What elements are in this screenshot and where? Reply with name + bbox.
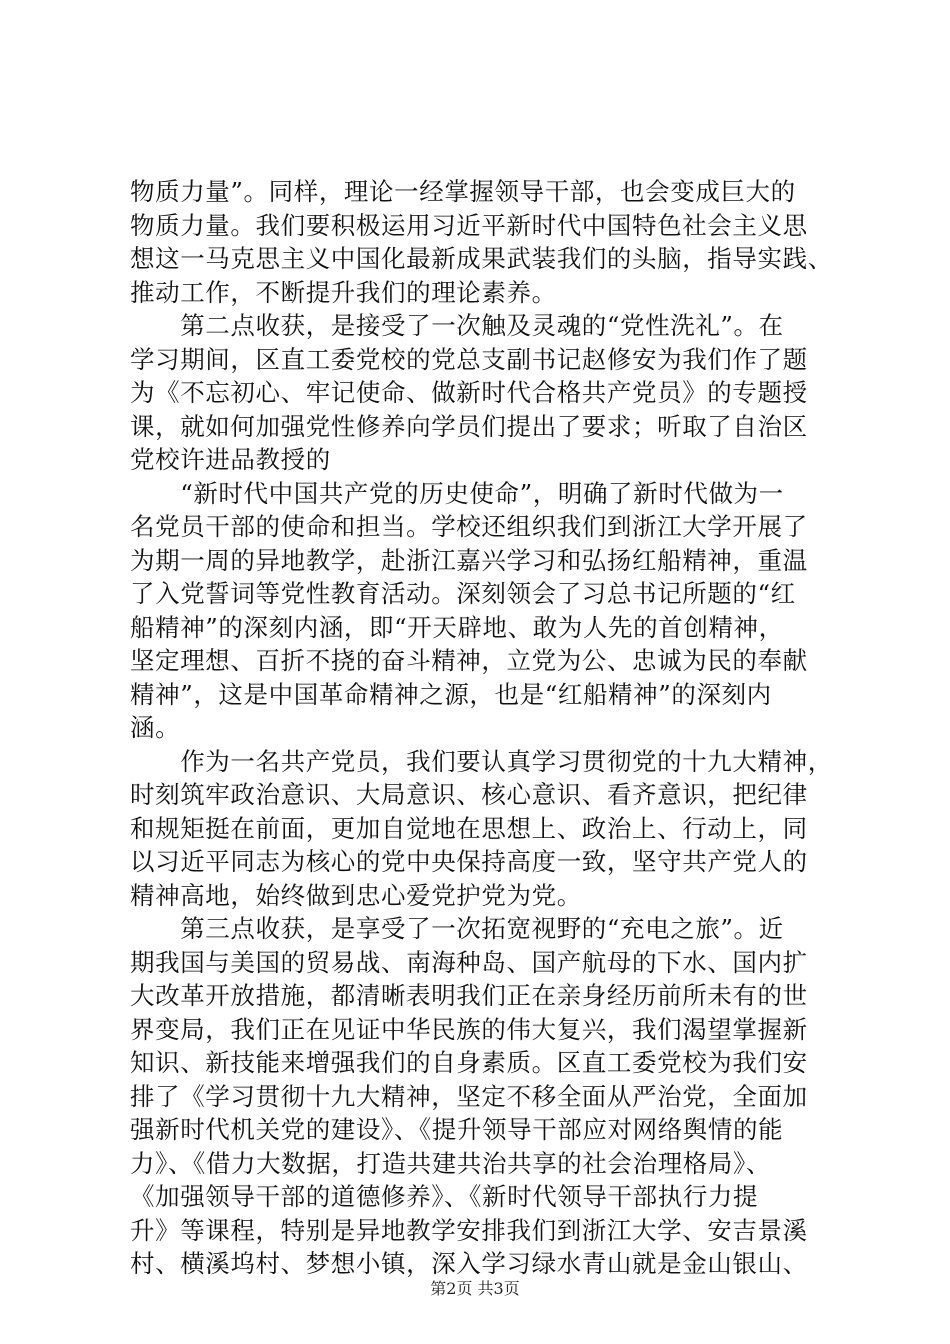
text-line: 《加强领导干部的道德修养》、《新时代领导干部执行力提 — [130, 1182, 759, 1211]
text-line: 时刻筑牢政治意识、大局意识、核心意识、看齐意识，把纪律 — [130, 780, 808, 809]
text-line: 精神”，这是中国革命精神之源，也是“红船精神”的深刻内 — [130, 679, 772, 709]
text-line: 知识、新技能来增强我们的自身素质。区直工委党校为我们安 — [130, 1048, 808, 1077]
text-line: 升》等课程，特别是异地教学安排我们到浙江大学、安吉景溪 — [130, 1215, 808, 1245]
text-line: 第三点收获，是享受了一次拓宽视野的“充电之旅”。近 — [130, 914, 784, 943]
text-line: 物质力量。我们要积极运用习近平新时代中国特色社会主义思 — [130, 210, 808, 240]
document-body — [130, 175, 833, 1281]
text-line: 党校许进品教授的 — [130, 445, 331, 474]
text-line: 坚定理想、百折不挠的奋斗精神，立党为公、忠诚为民的奉献 — [130, 646, 808, 675]
text-line: 以习近平同志为核心的党中央保持高度一致，坚守共产党人的 — [130, 847, 808, 876]
text-line: 名党员干部的使命和担当。学校还组织我们到浙江大学开展了 — [130, 512, 808, 541]
text-line: 村、横溪坞村、梦想小镇，深入学习绿水青山就是金山银山、 — [130, 1249, 808, 1278]
text-line: 第二点收获，是接受了一次触及灵魂的“党性洗礼”。在 — [130, 311, 784, 340]
text-line: 课，就如何加强党性修养向学员们提出了要求；听取了自治区 — [130, 411, 808, 441]
text-line: 大改革开放措施，都清晰表明我们正在亲身经历前所未有的世 — [130, 981, 808, 1010]
text-line: 涵。 — [130, 713, 181, 742]
text-line: 和规矩挺在前面，更加自觉地在思想上、政治上、行动上，同 — [130, 813, 808, 843]
text-line: 作为一名共产党员，我们要认真学习贯彻党的十九大精神， — [130, 746, 833, 776]
text-line: 强新时代机关党的建设》、《提升领导干部应对网络舆情的能 — [130, 1115, 784, 1144]
text-line: 推动工作，不断提升我们的理论素养。 — [130, 277, 557, 307]
text-line: 界变局，我们正在见证中华民族的伟大复兴，我们渴望掌握新 — [130, 1014, 808, 1044]
text-line: 了入党誓词等党性教育活动。深刻领会了习总书记所题的“红 — [130, 579, 796, 608]
text-line: 力》、《借力大数据，打造共建共治共享的社会治理格局》、 — [130, 1148, 771, 1178]
text-line: 精神高地，始终做到忠心爱党护党为党。 — [130, 880, 582, 910]
text-line: 排了《学习贯彻十九大精神，坚定不移全面从严治党，全面加 — [130, 1081, 808, 1111]
text-line: 物质力量”。同样，理论一经掌握领导干部，也会变成巨大的 — [130, 177, 796, 206]
text-line: 为期一周的异地教学，赴浙江嘉兴学习和弘扬红船精神，重温 — [130, 545, 808, 575]
text-line: 期我国与美国的贸易战、南海种岛、国产航母的下水、国内扩 — [130, 947, 808, 977]
text-line: 为《不忘初心、牢记使命、做新时代合格共产党员》的专题授 — [130, 378, 808, 407]
text-line: 船精神”的深刻内涵，即“开天辟地、敢为人先的首创精神， — [130, 612, 784, 642]
text-line: 想这一马克思主义中国化最新成果武装我们的头脑，指导实践、 — [130, 244, 833, 273]
text-line: “新时代中国共产党的历史使命”，明确了新时代做为一 — [130, 478, 784, 508]
text-line: 学习期间，区直工委党校的党总支副书记赵修安为我们作了题 — [130, 344, 808, 374]
page-footer: 第2页 共3页 — [430, 1279, 520, 1298]
